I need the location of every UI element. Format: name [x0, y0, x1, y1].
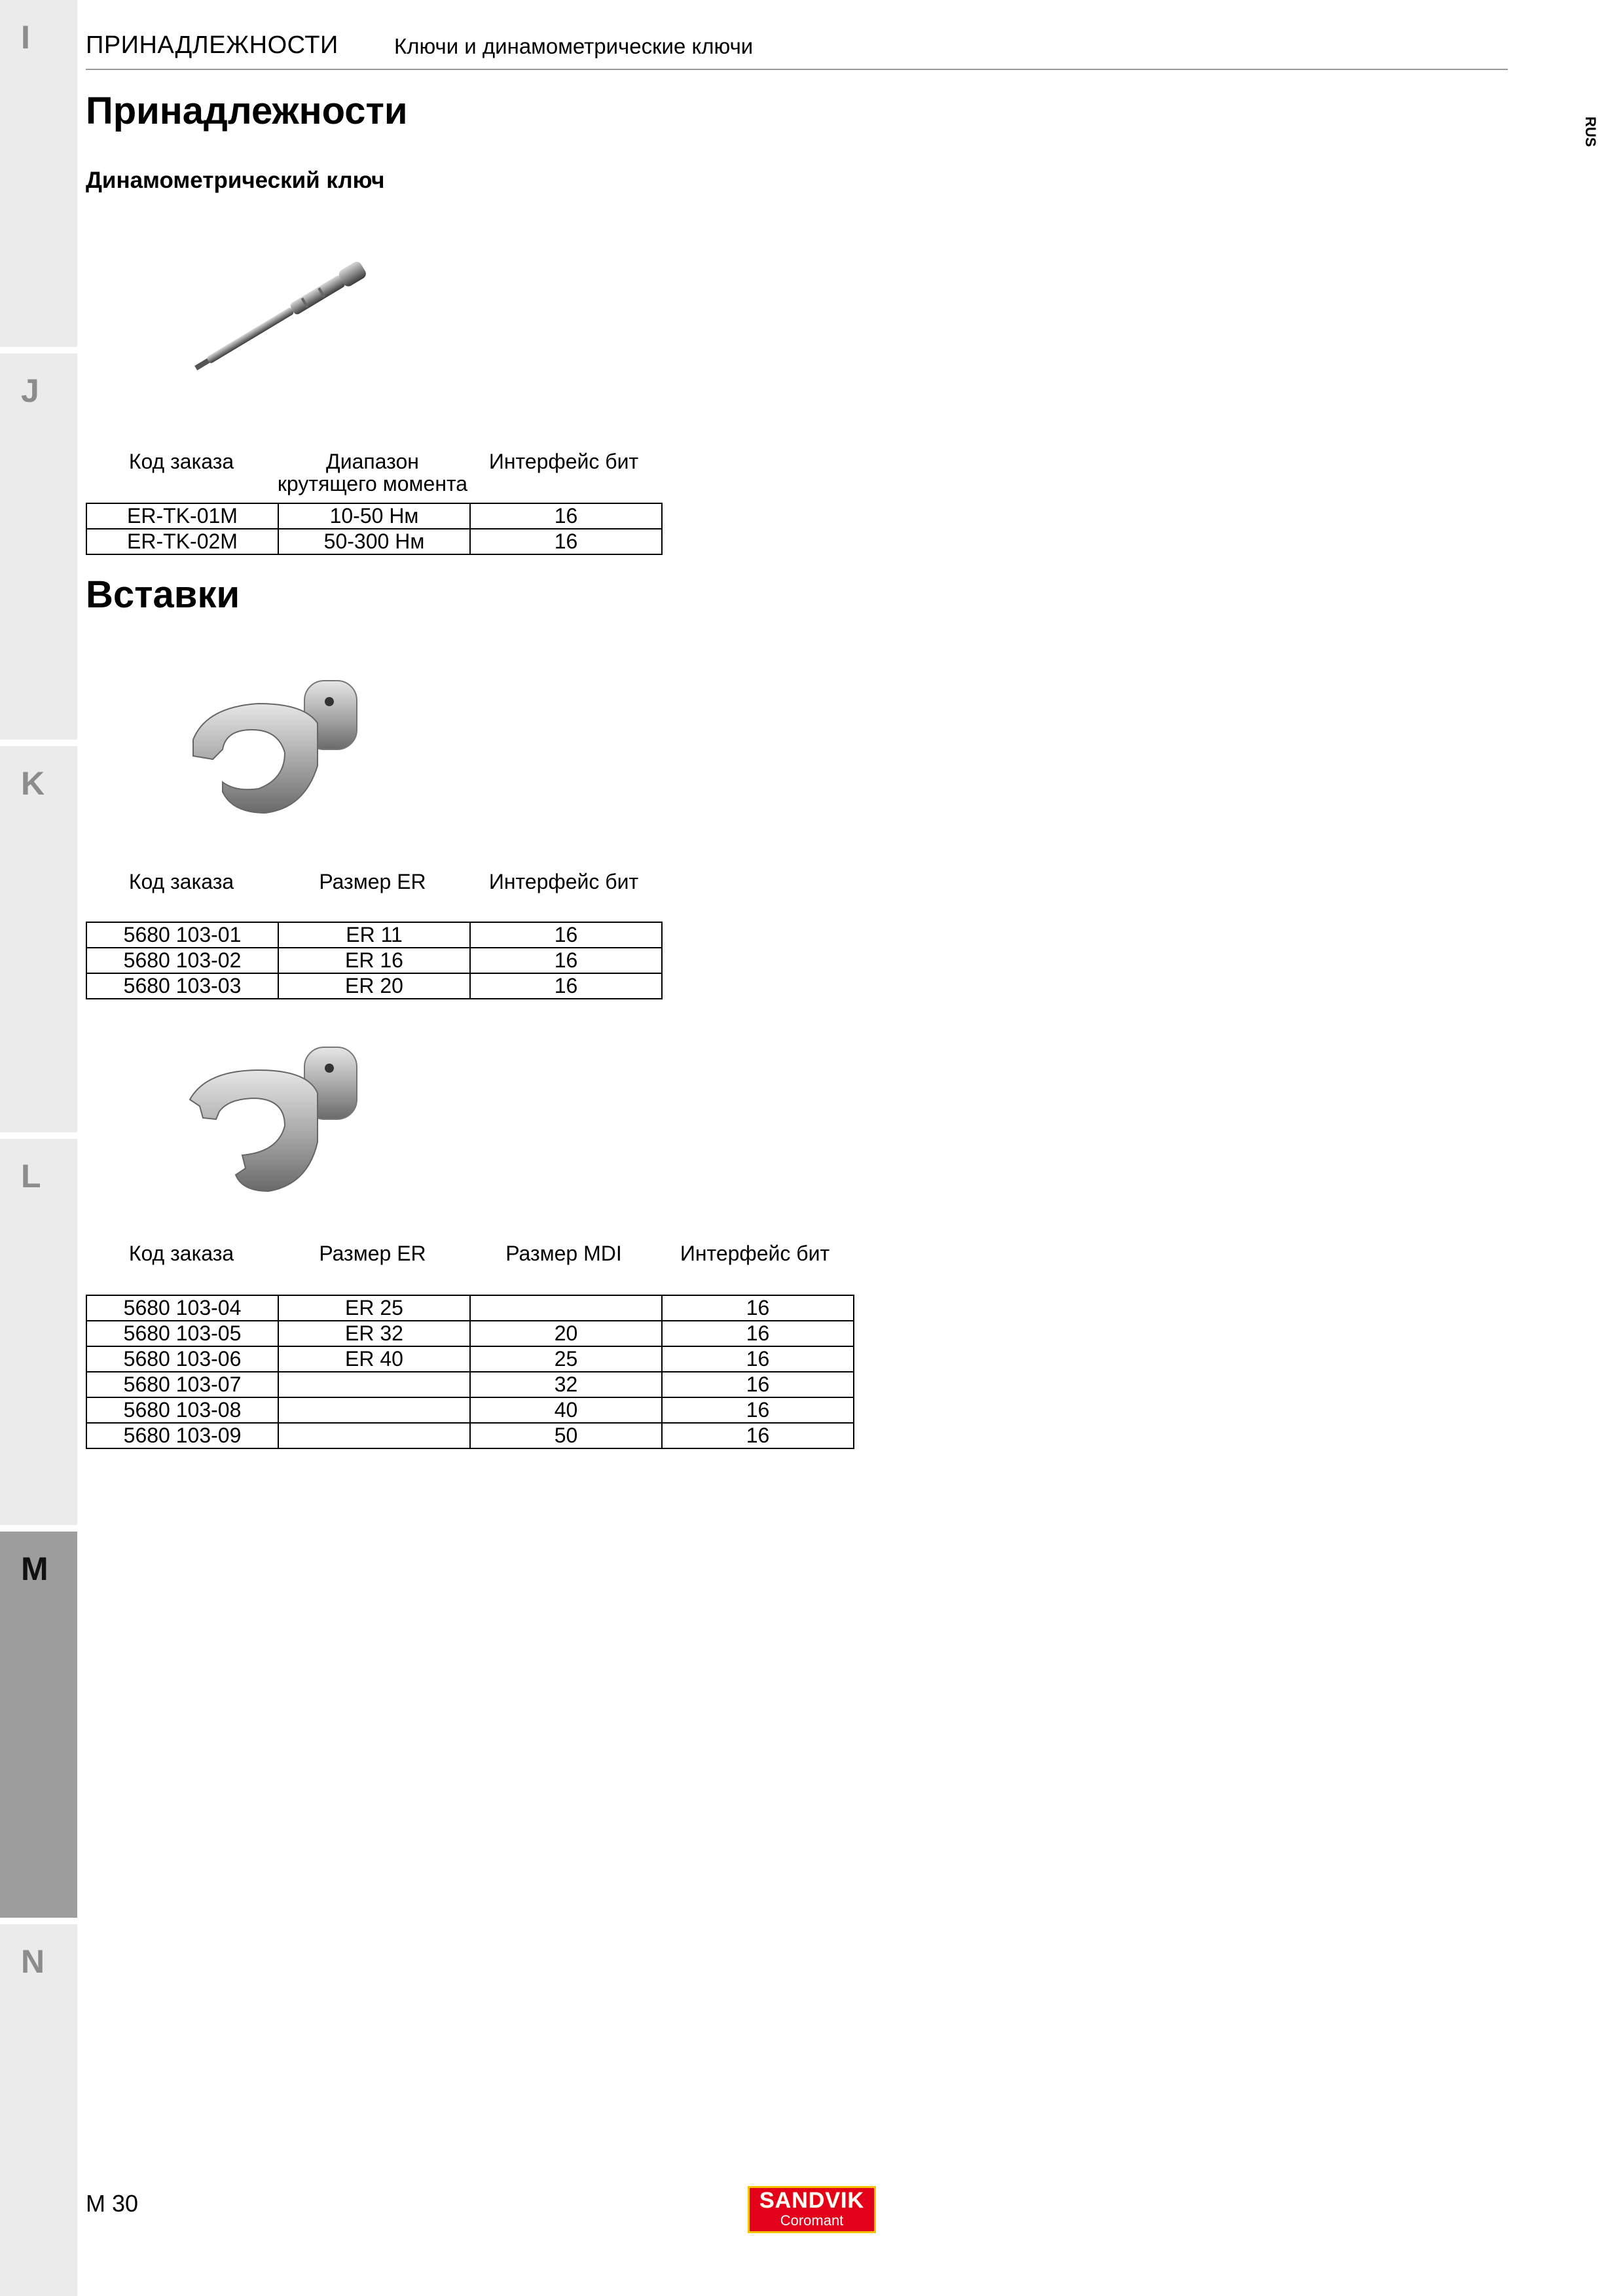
tab-letter: L: [21, 1158, 41, 1194]
inserts-heading: Вставки: [86, 573, 240, 616]
table-row: [86, 1346, 854, 1372]
table-row: [86, 922, 662, 948]
er-size: ER 40: [278, 1346, 470, 1372]
page-title: Принадлежности: [86, 90, 408, 132]
order-code: 5680 103-02: [86, 948, 278, 973]
col-mdi-size: Размер MDI: [505, 1242, 622, 1265]
section-subtitle: Ключи и динамометрические ключи: [394, 34, 754, 58]
table-row: [86, 1397, 854, 1423]
table-row: [86, 529, 662, 554]
table-row: [86, 503, 662, 529]
bit-interface: 16: [662, 1372, 854, 1397]
torque-range: 50-300 Нм: [278, 529, 470, 554]
bit-interface: 16: [470, 503, 662, 529]
col-order-code: Код заказа: [128, 1242, 234, 1265]
table-row: [86, 1295, 854, 1321]
bit-interface: 16: [470, 973, 662, 999]
mdi-size: [470, 1295, 662, 1321]
section-title: ПРИНАДЛЕЖНОСТИ: [86, 31, 338, 59]
bit-interface: 16: [470, 922, 662, 948]
open-end-wrench-icon: [180, 668, 376, 818]
col-order-code: Код заказа: [128, 870, 234, 893]
col-order-code: Код заказа: [128, 450, 234, 473]
order-code: 5680 103-01: [86, 922, 278, 948]
col-bit-interface: Интерфейс бит: [488, 870, 639, 893]
hook-wrench-icon: [180, 1034, 376, 1204]
col-torque-range: Диапазон крутящего момента: [277, 450, 468, 495]
col-er-size: Размер ER: [319, 870, 426, 893]
tab-j[interactable]: [0, 353, 77, 740]
inserts-table-1: [86, 922, 663, 999]
bit-interface: 16: [662, 1321, 854, 1346]
table-row: [86, 1321, 854, 1346]
bit-interface: 16: [662, 1397, 854, 1423]
tab-letter: N: [21, 1943, 45, 1980]
mdi-size: 20: [470, 1321, 662, 1346]
table-row: [86, 948, 662, 973]
sandvik-coromant-logo: [748, 2186, 876, 2233]
bit-interface: 16: [470, 529, 662, 554]
torque-range: 10-50 Нм: [278, 503, 470, 529]
er-size: [278, 1423, 470, 1448]
tab-l[interactable]: [0, 1139, 77, 1525]
inserts-table-2: [86, 1295, 854, 1449]
tab-k[interactable]: [0, 746, 77, 1132]
er-size: [278, 1372, 470, 1397]
order-code: 5680 103-07: [86, 1372, 278, 1397]
logo-brand: SANDVIK: [759, 2188, 865, 2213]
er-size: ER 20: [278, 973, 470, 999]
order-code: 5680 103-08: [86, 1397, 278, 1423]
bit-interface: 16: [662, 1423, 854, 1448]
torque-wrench-icon: [177, 249, 386, 386]
order-code: ER-TK-01M: [86, 503, 278, 529]
table-row: [86, 1423, 854, 1448]
order-code: 5680 103-03: [86, 973, 278, 999]
col-er-size: Размер ER: [319, 1242, 426, 1265]
language-label: RUS: [1582, 117, 1599, 147]
tab-letter: J: [21, 372, 39, 409]
tab-n[interactable]: [0, 1924, 77, 2296]
torque-heading: Динамометрический ключ: [86, 168, 385, 193]
bit-interface: 16: [662, 1295, 854, 1321]
col-bit-interface: Интерфейс бит: [488, 450, 639, 473]
bit-interface: 16: [662, 1346, 854, 1372]
tab-i[interactable]: [0, 0, 77, 347]
tab-m[interactable]: [0, 1532, 77, 1918]
tab-letter: I: [21, 19, 30, 56]
er-size: ER 11: [278, 922, 470, 948]
table-row: [86, 973, 662, 999]
mdi-size: 40: [470, 1397, 662, 1423]
mdi-size: 50: [470, 1423, 662, 1448]
logo-sub: Coromant: [780, 2212, 844, 2229]
er-size: ER 25: [278, 1295, 470, 1321]
col-bit-interface: Интерфейс бит: [680, 1242, 830, 1265]
torque-table: [86, 503, 663, 555]
header-rule: [86, 69, 1508, 70]
tab-letter: M: [21, 1551, 48, 1587]
tab-letter: K: [21, 765, 45, 802]
page-number: M 30: [86, 2190, 139, 2217]
er-size: ER 32: [278, 1321, 470, 1346]
order-code: 5680 103-09: [86, 1423, 278, 1448]
order-code: 5680 103-04: [86, 1295, 278, 1321]
mdi-size: 25: [470, 1346, 662, 1372]
order-code: 5680 103-06: [86, 1346, 278, 1372]
order-code: 5680 103-05: [86, 1321, 278, 1346]
table-row: [86, 1372, 854, 1397]
bit-interface: 16: [470, 948, 662, 973]
er-size: ER 16: [278, 948, 470, 973]
order-code: ER-TK-02M: [86, 529, 278, 554]
er-size: [278, 1397, 470, 1423]
mdi-size: 32: [470, 1372, 662, 1397]
